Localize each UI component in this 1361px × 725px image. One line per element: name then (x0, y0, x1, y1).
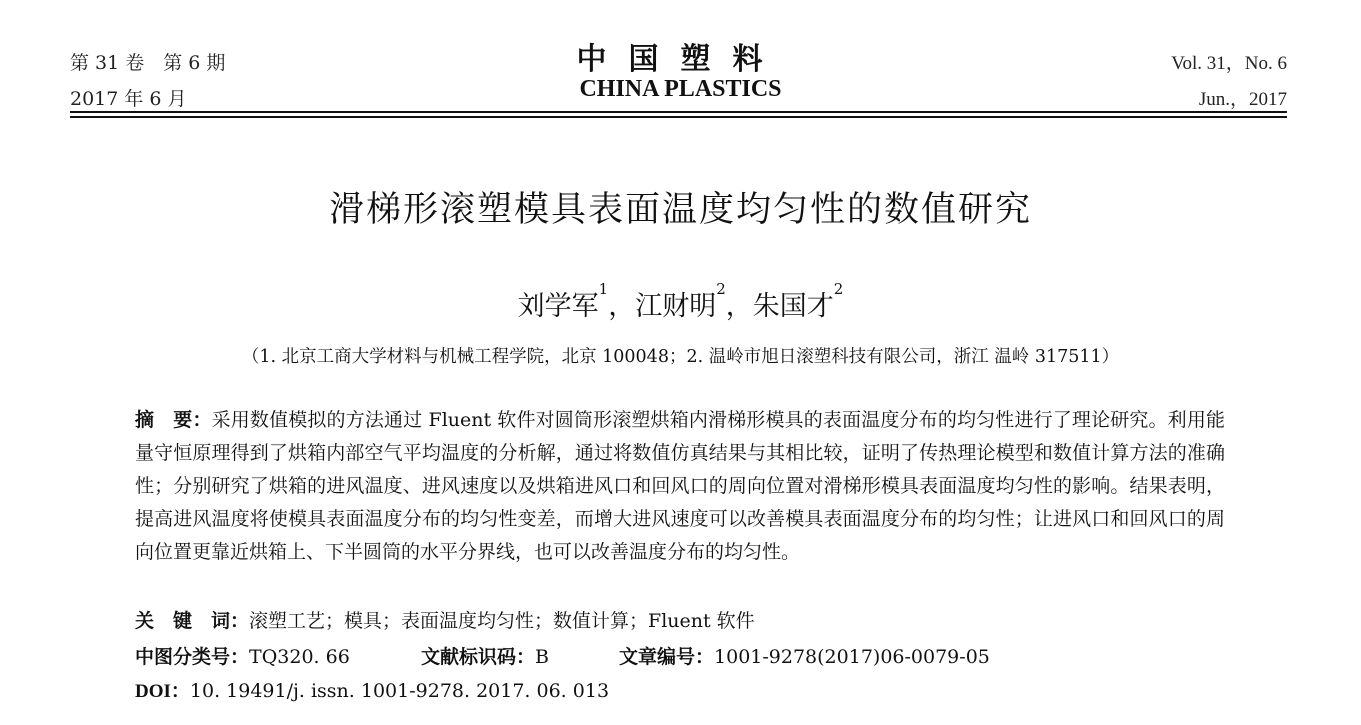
volume-issue-en: Vol. 31，No. 6 (1171, 53, 1287, 74)
doi-line (135, 676, 609, 703)
author-list (0, 280, 1361, 323)
doc-code-item (421, 642, 619, 669)
author-name: 朱国才 (752, 291, 834, 322)
clc-value: TQ320. 66 (249, 646, 350, 668)
journal-name-cn: 中国塑料 (576, 42, 785, 77)
affiliations: （1. 北京工商大学材料与机械工程学院，北京 100048；2. 温岭市旭日滚塑科技有限公司，浙江 温岭 317511） (241, 347, 1120, 367)
author-name: 江财明 (635, 291, 717, 322)
author-separator: ， (725, 291, 753, 322)
author-separator: ， (608, 291, 636, 322)
abstract-text: 采用数值模拟的方法通过 Fluent 软件对圆筒形滚塑烘箱内滑梯形模具的表面温度分布的均匀性进行了理论研究。利用能量守恒原理得到了烘箱内部空气平均温度的分析解，通过将数值仿真结果与其相比较，证明了传热理论模型和数值计算方法的准确性；分别研究了烘箱的进风温度、进风速度以及烘箱进风口和回风口的周向位置对滑梯形模具表面温度均匀性的影响。结果表明，提高进风温度将使模具表面温度分布的均匀性变差，而增大进风速度可以改善模具表面温度分布的均匀性；让进风口和回风口的周向位置更靠近烘箱上、下半圆筒的水平分界线，也可以改善温度分布的均匀性。 (135, 409, 1225, 563)
keywords-value: 滚塑工艺；模具；表面温度均匀性；数值计算；Fluent 软件 (249, 610, 755, 632)
classification-line (135, 642, 990, 669)
clc-item (135, 642, 421, 669)
clc-label: 中图分类号： (135, 646, 250, 668)
header-rule-bottom (70, 116, 1287, 118)
doc-code-label: 文献标识码： (421, 646, 536, 668)
keywords-label: 关 键 词： (135, 610, 250, 632)
article-no-item (619, 642, 990, 669)
date-en: Jun.，2017 (1198, 89, 1287, 110)
author-affiliation-mark: 2 (833, 280, 844, 298)
author-affiliation-mark: 1 (598, 280, 609, 298)
article-no-label: 文章编号： (619, 646, 715, 668)
abstract-label: 摘 要： (135, 409, 212, 431)
journal-name-en: CHINA PLASTICS (579, 76, 782, 102)
article-title: 滑梯形滚塑模具表面温度均匀性的数值研究 (328, 190, 1032, 230)
volume-issue-cn: 第 31 卷 第 6 期 (70, 52, 226, 74)
date-cn: 2017 年 6 月 (70, 88, 187, 110)
abstract (135, 404, 1225, 569)
keywords-line (135, 606, 755, 633)
doi-value: 10. 19491/j. issn. 1001-9278. 2017. 06. 013 (189, 680, 610, 702)
doc-code-value: B (535, 646, 549, 668)
header-rule-top (70, 111, 1287, 113)
author-name: 刘学军 (517, 291, 599, 322)
article-no-value: 1001-9278(2017)06-0079-05 (714, 646, 990, 668)
doi-label: DOI： (135, 681, 190, 702)
author-affiliation-mark: 2 (716, 280, 726, 298)
